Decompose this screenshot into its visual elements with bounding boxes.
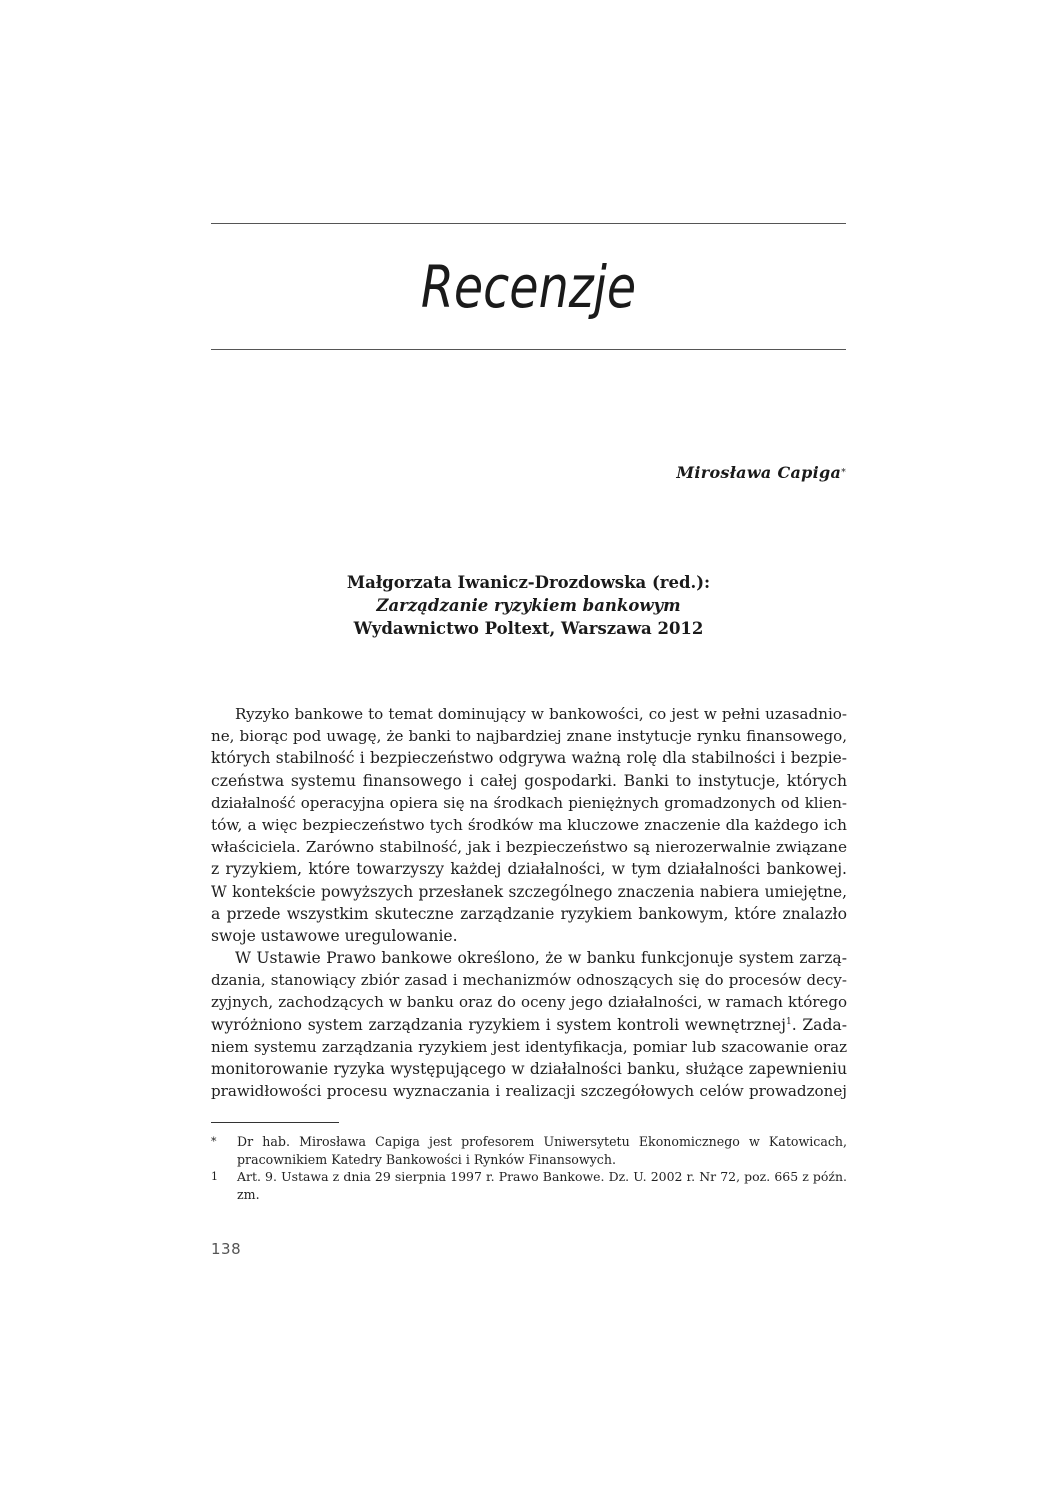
book-publisher: Wydawnictwo Poltext, Warszawa 2012: [353, 619, 704, 638]
footnote-author: [211, 1133, 847, 1168]
footnote-line: pracownikiem Katedry Bankowości i Rynków Finansowych.: [237, 1151, 616, 1167]
review-body: [211, 703, 847, 1102]
footnote-mark: *: [211, 1135, 217, 1148]
body-line: dzania, stanowiący zbiór zasad i mechanizmów odnoszących się do procesów decy-: [211, 971, 847, 990]
body-line: W kontekście powyższych przesłanek szczególnego znaczenia nabiera umiejętne,: [211, 882, 847, 901]
footnote-line: zm.: [237, 1186, 260, 1202]
book-title: Zarządzanie ryzykiem bankowym: [376, 596, 681, 615]
bottom-divider: [211, 349, 846, 350]
top-divider: [211, 223, 846, 224]
body-line: monitorowanie ryzyka występującego w działalności banku, służące zapewnieniu: [211, 1060, 847, 1078]
footnote-line: Dr hab. Mirosława Capiga jest profesorem Uniwersytetu Ekonomicznego w Katowicach,: [237, 1134, 847, 1149]
body-line: prawidłowości procesu wyznaczania i realizacji szczegółowych celów prowadzonej: [211, 1082, 847, 1101]
footnote-1: [211, 1168, 847, 1203]
body-line: których stabilność i bezpieczeństwo odgrywa ważną rolę dla stabilności i bezpie-: [211, 749, 847, 768]
footnotes: [211, 1133, 847, 1203]
author-name: Mirosława Capiga: [676, 463, 842, 482]
body-line: Ryzyko bankowe to temat dominujący w bankowości, co jest w pełni uzasadnio-: [235, 705, 847, 723]
reviewed-book: [211, 571, 846, 640]
body-line: niem systemu zarządzania ryzykiem jest identyfikacja, pomiar lub szacowanie oraz: [211, 1037, 847, 1056]
body-line: a przede wszystkim skuteczne zarządzanie ryzykiem bankowym, które znalazło: [211, 904, 847, 923]
body-line: z ryzykiem, które towarzyszy każdej działalności, w tym działalności bankowej.: [211, 860, 847, 879]
body-line-with-footnote: [211, 1014, 847, 1036]
page-number: 138: [211, 1240, 242, 1258]
book-editor: Małgorzata Iwanicz-Drozdowska (red.):: [346, 573, 711, 592]
body-line: czeństwa systemu finansowego i całej gospodarki. Banki to instytucje, których: [211, 771, 847, 790]
body-line: swoje ustawowe uregulowanie.: [211, 926, 458, 945]
body-line: właściciela. Zarówno stabilność, jak i bezpieczeństwo są nierozerwalnie związane: [211, 838, 847, 857]
body-line-tail: . Zada-: [791, 1015, 847, 1034]
footnote-divider: [211, 1122, 339, 1123]
body-line: ne, biorąc pod uwagę, że banki to najbardziej znane instytucje rynku finansowego,: [211, 727, 847, 746]
section-title: Recenzje: [420, 253, 637, 321]
footnote-ref: 1: [785, 1016, 792, 1027]
author-footnote-mark: *: [841, 468, 846, 478]
body-line: tów, a więc bezpieczeństwo tych środków ma kluczowe znaczenie dla każdego ich: [211, 815, 847, 834]
footnote-line: Art. 9. Ustawa z dnia 29 sierpnia 1997 r. Prawo Bankowe. Dz. U. 2002 r. Nr 72, poz. 665 z późn.: [237, 1169, 847, 1184]
body-line: W Ustawie Prawo bankowe określono, że w banku funkcjonuje system zarzą-: [235, 949, 847, 968]
body-line: działalność operacyjna opiera się na środkach pieniężnych gromadzonych od klien-: [211, 793, 847, 812]
review-author: [676, 462, 846, 484]
footnote-mark: 1: [211, 1170, 218, 1183]
body-line: zyjnych, zachodzących w banku oraz do oceny jego działalności, w ramach którego: [211, 993, 847, 1012]
body-line-text: wyróżniono system zarządzania ryzykiem i system kontroli wewnętrznej: [211, 1015, 786, 1034]
